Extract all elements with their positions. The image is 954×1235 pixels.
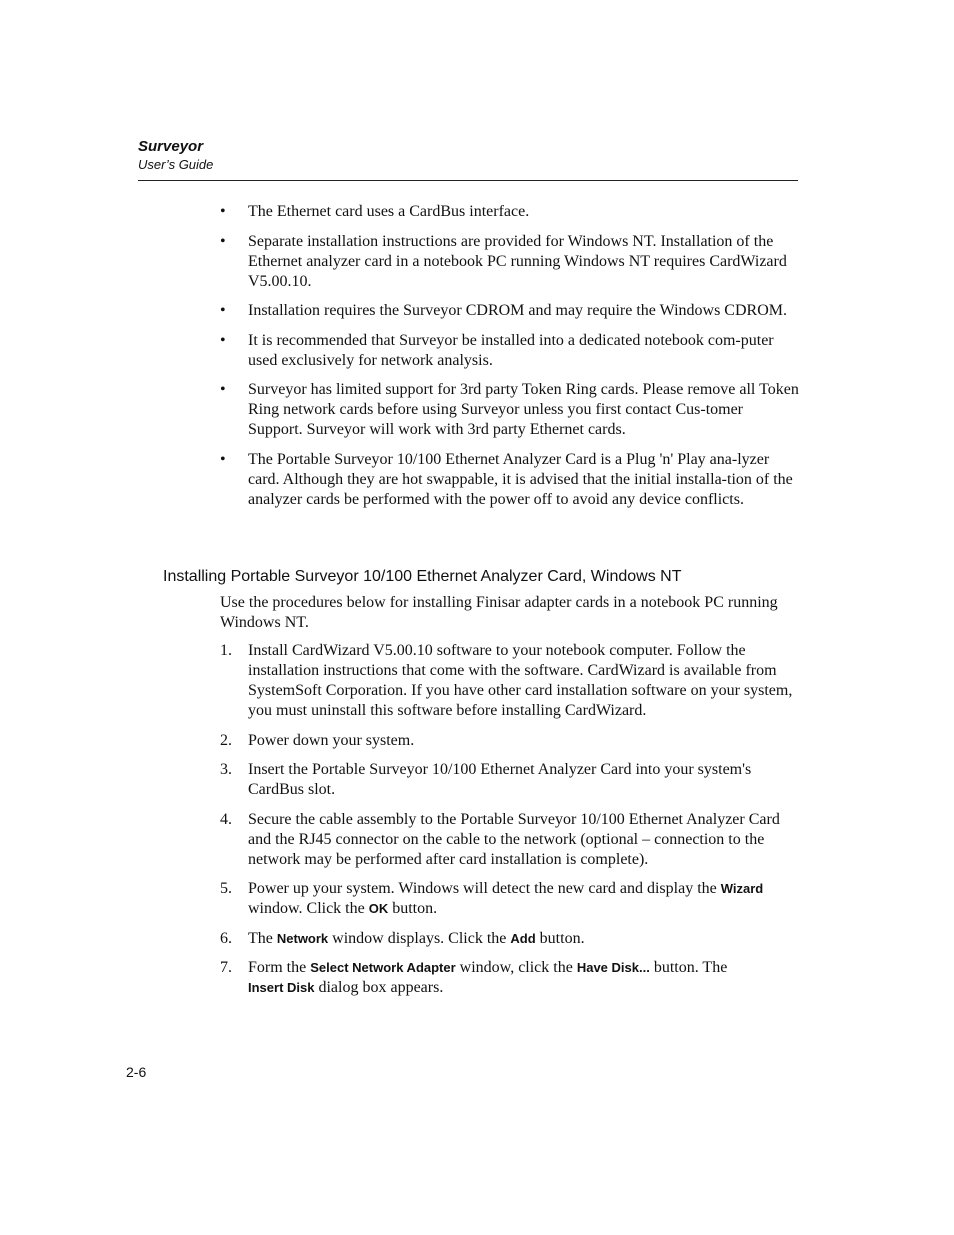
bullet-marker: • [220, 331, 226, 349]
ui-term-wizard: Wizard [720, 881, 764, 896]
step-text: Secure the cable assembly to the Portable Surveyor 10/100 Ethernet Analyzer Card and the RJ45 connector on the cable to the network (optional – connection to the network may be performed after card installation is complete). [248, 810, 780, 868]
section-intro: Use the procedures below for installing Finisar adapter cards in a notebook PC running Windows NT. [220, 594, 778, 631]
step-text-part: The [248, 929, 273, 947]
step-text-part: button. [392, 900, 438, 917]
header-rule [138, 180, 798, 181]
bullet-item [220, 380, 800, 440]
bullet-text: Surveyor has limited support for 3rd party Token Ring cards. Please remove all Token Ring network cards before using Surveyor unless you first contact Cus-tomer Support. Surveyor will work with 3rd party Ethernet cards. [248, 381, 799, 438]
step-number: 7. [220, 959, 232, 976]
step-text-part: button. [539, 929, 585, 947]
step-number: 3. [220, 761, 232, 778]
bullet-text: Installation requires the Surveyor CDROM and may require the Windows CDROM. [248, 302, 787, 319]
bullet-item [220, 331, 800, 371]
step-number: 2. [220, 731, 232, 749]
section-heading: Installing Portable Surveyor 10/100 Ethernet Analyzer Card, Windows NT [163, 568, 682, 585]
steps-list [220, 641, 800, 1008]
bullet-item [220, 301, 800, 321]
step-text-part: Form the [248, 959, 307, 976]
step-number: 5. [220, 880, 232, 897]
bullet-item [220, 450, 800, 510]
bullet-item [220, 202, 800, 222]
step-item [220, 760, 800, 800]
bullet-marker: • [220, 302, 226, 319]
header-title: Surveyor [138, 138, 204, 155]
step-text-part: dialog box appears. [318, 979, 444, 996]
bullet-marker: • [220, 232, 226, 250]
header-subtitle: User’s Guide [138, 157, 214, 172]
step-text [248, 879, 800, 919]
ui-term-have-disk: Have Disk... [576, 960, 650, 975]
step-text: Power down your system. [248, 731, 415, 749]
ui-term-select-network-adapter: Select Network Adapter [310, 960, 456, 975]
step-item [220, 958, 800, 998]
bullet-marker: • [220, 203, 226, 220]
step-text-part: window. Click the [248, 900, 365, 917]
ui-term-network: Network [276, 930, 329, 946]
page-number: 2-6 [126, 1064, 147, 1080]
bullet-marker: • [220, 381, 226, 398]
step-text-part: window, click the [459, 959, 573, 976]
step-text-part: Power up your system. Windows will detect the new card and display the [248, 880, 717, 897]
step-text [248, 958, 800, 998]
bullet-text: The Portable Surveyor 10/100 Ethernet Analyzer Card is a Plug 'n' Play ana-lyzer card. Although they are hot swappable, it is advised that the initial installa-tion of the analyzer cards be performed with the power off to avoid any device conflicts. [248, 450, 793, 508]
step-item [220, 810, 800, 870]
step-text: Install CardWizard V5.00.10 software to your notebook computer. Follow the installation instructions that come with the software. CardWizard is available from SystemSoft Corporation. If you have other card installation software on your system, you must uninstall this software before installing CardWizard. [248, 642, 793, 719]
step-text: Insert the Portable Surveyor 10/100 Ethernet Analyzer Card into your system's CardBus slot. [248, 761, 752, 798]
step-item [220, 641, 800, 721]
step-item [220, 879, 800, 919]
running-header [138, 138, 798, 173]
bullet-text: The Ethernet card uses a CardBus interface. [248, 203, 530, 220]
bullet-item [220, 232, 800, 292]
ui-term-ok: OK [368, 901, 389, 916]
step-item [220, 731, 800, 751]
step-number: 6. [220, 929, 232, 947]
ui-term-add: Add [510, 930, 536, 946]
step-number: 4. [220, 810, 232, 828]
step-text [248, 929, 800, 949]
step-text-part: button. The [653, 959, 728, 976]
ui-term-insert-disk: Insert Disk [248, 980, 315, 995]
bullet-marker: • [220, 450, 226, 468]
step-item [220, 929, 800, 949]
step-text-part: window displays. Click the [332, 929, 507, 947]
bullet-list [220, 202, 800, 519]
bullet-text: It is recommended that Surveyor be installed into a dedicated notebook com-puter used exclusively for network analysis. [248, 331, 774, 369]
bullet-text: Separate installation instructions are provided for Windows NT. Installation of the Ethernet analyzer card in a notebook PC running Windows NT requires CardWizard V5.00.10. [248, 232, 787, 290]
step-number: 1. [220, 642, 232, 659]
